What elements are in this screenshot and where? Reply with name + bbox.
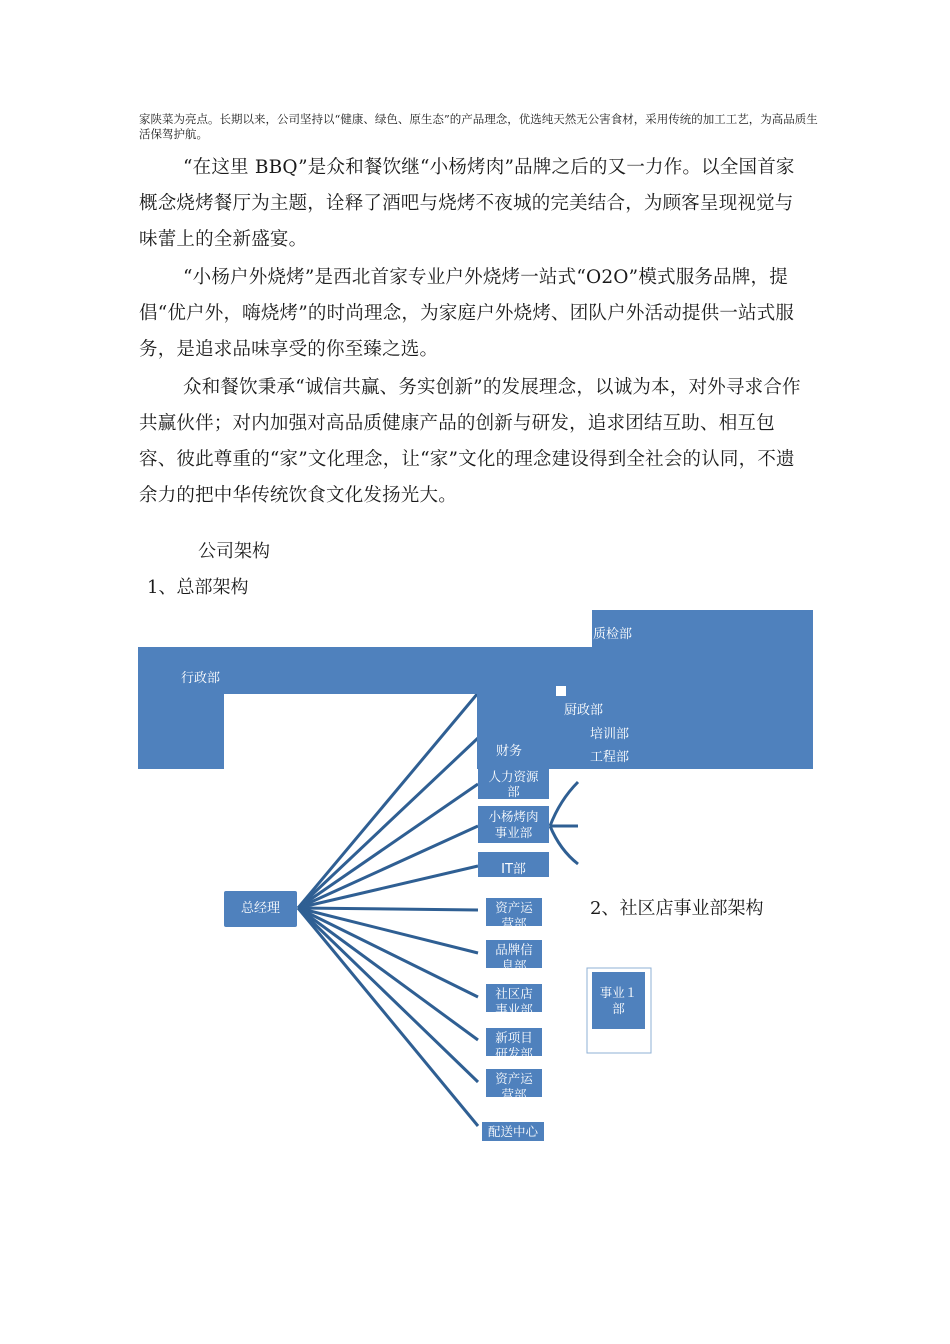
org-node-asset-ops-1: 资产运营部	[486, 898, 542, 926]
org-banner-main	[138, 647, 813, 694]
org-node-new-projects: 新项目研发部	[486, 1028, 542, 1056]
org-node-it: IT部	[478, 852, 549, 877]
org-node-xiaoyang-bbq: 小杨烤肉事业部	[478, 806, 549, 843]
org-banner-mid-strip	[477, 694, 813, 714]
org-node-general-manager: 总经理	[224, 891, 297, 927]
paragraph-philosophy: 众和餐饮秉承“诚信共赢、务实创新”的发展理念，以诚为本，对外寻求合作共赢伙伴；对内加强对高品质健康产品的创新与研发，追求团结互助、相互包容、彼此尊重的“家”文化理念，让“家”文化的理念建设得到全社会的认同，不遗余力的把中华传统饮食文化发扬光大。	[139, 377, 801, 506]
hq-structure-title: 1、总部架构	[147, 577, 249, 598]
org-node-asset-ops-2: 资产运营部	[486, 1069, 542, 1097]
dept-finance	[496, 740, 522, 749]
org-banner-left-block	[138, 694, 224, 769]
dept-administration: 行政部	[181, 671, 221, 686]
dept-kitchen: 厨政部	[564, 703, 604, 718]
org-node-distribution: 配送中心	[482, 1122, 544, 1141]
org-node-hr: 人力资源部	[478, 769, 549, 799]
community-structure-title: 2、社区店事业部架构	[590, 898, 764, 919]
bullet-marker	[556, 686, 566, 696]
dept-training: 培训部	[590, 727, 630, 742]
paragraph-bbq: “在这里 BBQ”是众和餐饮继“小杨烤肉”品牌之后的又一力作。以全国首家概念烧烤餐厅为主题，诠释了酒吧与烧烤不夜城的完美结合，为顾客呈现视觉与味蕾上的全新盛宴。	[139, 157, 795, 250]
org-node-brand-info: 品牌信息部	[486, 940, 542, 968]
org-node-community-unit-1: 事业１部	[592, 972, 645, 1029]
dept-engineering: 工程部	[590, 750, 630, 765]
intro-line: 家陕菜为亮点。长期以来，公司坚持以“健康、绿色、原生态”的产品理念，优选纯天然无公害食材，采用传统的加工工艺，为高品质生活保驾护航。	[139, 112, 818, 141]
paragraph-outdoor: “小杨户外烧烤”是西北首家专业户外烧烤一站式“O2O”模式服务品牌，提倡“优户外，嗨烧烤”的时尚理念，为家庭户外烧烤、团队户外活动提供一站式服务，是追求品味享受的你至臻之选。	[139, 267, 795, 360]
dept-quality-inspection: 质检部	[593, 627, 633, 642]
org-banner-lower	[477, 714, 813, 769]
section-title: 公司架构	[198, 541, 270, 562]
org-node-community-stores: 社区店事业部	[486, 984, 542, 1012]
